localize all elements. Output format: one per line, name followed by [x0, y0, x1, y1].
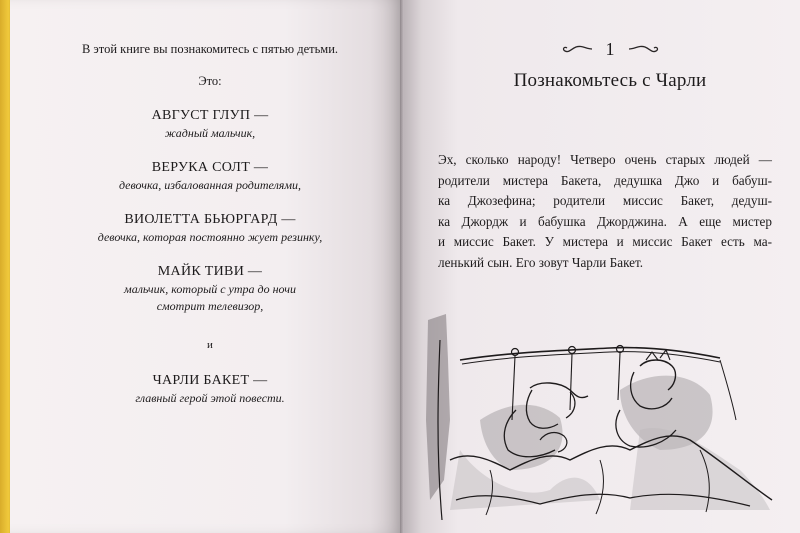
flourish-left-icon: [560, 43, 594, 55]
chapter-title: Познакомьтесь с Чарли: [513, 70, 707, 91]
character-entry: [40, 210, 380, 246]
character-description: главный герой этой повести.: [135, 391, 285, 405]
character-name: АВГУСТ ГЛУП —: [151, 108, 269, 123]
body-line: Эх, сколько народу! Четверо очень старых людей —: [438, 152, 772, 167]
character-description: жадный мальчик,: [164, 126, 256, 140]
body-line: ка Джозефина; родители миссис Бакет, дедуш-: [438, 193, 772, 208]
body-line: ка Джордж и бабушка Джорджина. А еще мистер: [438, 213, 772, 229]
character-name: ВИОЛЕТТА БЬЮРГАРД —: [124, 212, 296, 227]
body-line: ленький сын. Его зовут Чарли Бакет.: [438, 254, 644, 270]
character-list: [40, 40, 380, 407]
body-line: родители мистера Бакета, дедушка Джо и бабуш-: [438, 172, 772, 188]
character-description: мальчик, который с утра до ночи: [124, 282, 296, 296]
eto-label: Это:: [198, 74, 222, 88]
character-description: девочка, которая постоянно жует резинку,: [97, 230, 323, 244]
character-description: смотрит телевизор,: [156, 299, 264, 313]
left-page: [10, 0, 402, 533]
character-entry: [40, 106, 380, 142]
flourish-right-icon: [627, 43, 661, 55]
and-word: и: [207, 339, 213, 351]
character-entry: [40, 262, 380, 315]
character-name: ВЕРУКА СОЛТ —: [151, 160, 269, 175]
grandparents-in-bed-illustration: [420, 300, 790, 533]
right-page: [402, 0, 800, 533]
character-name: МАЙК ТИВИ —: [157, 264, 263, 279]
character-entry-main: [40, 371, 380, 407]
chapter-number: 1: [605, 38, 615, 59]
chapter-body: [438, 150, 772, 273]
character-name: ЧАРЛИ БАКЕТ —: [152, 373, 268, 388]
book-gutter: [400, 0, 404, 533]
chapter-heading: [422, 36, 798, 92]
character-entry: [40, 158, 380, 194]
character-description: девочка, избалованная родителями,: [118, 178, 302, 192]
intro-line: В этой книге вы познакомитесь с пятью детьми.: [81, 42, 339, 56]
body-line: и миссис Бакет. У мистера и миссис Бакет есть ма-: [438, 234, 772, 249]
